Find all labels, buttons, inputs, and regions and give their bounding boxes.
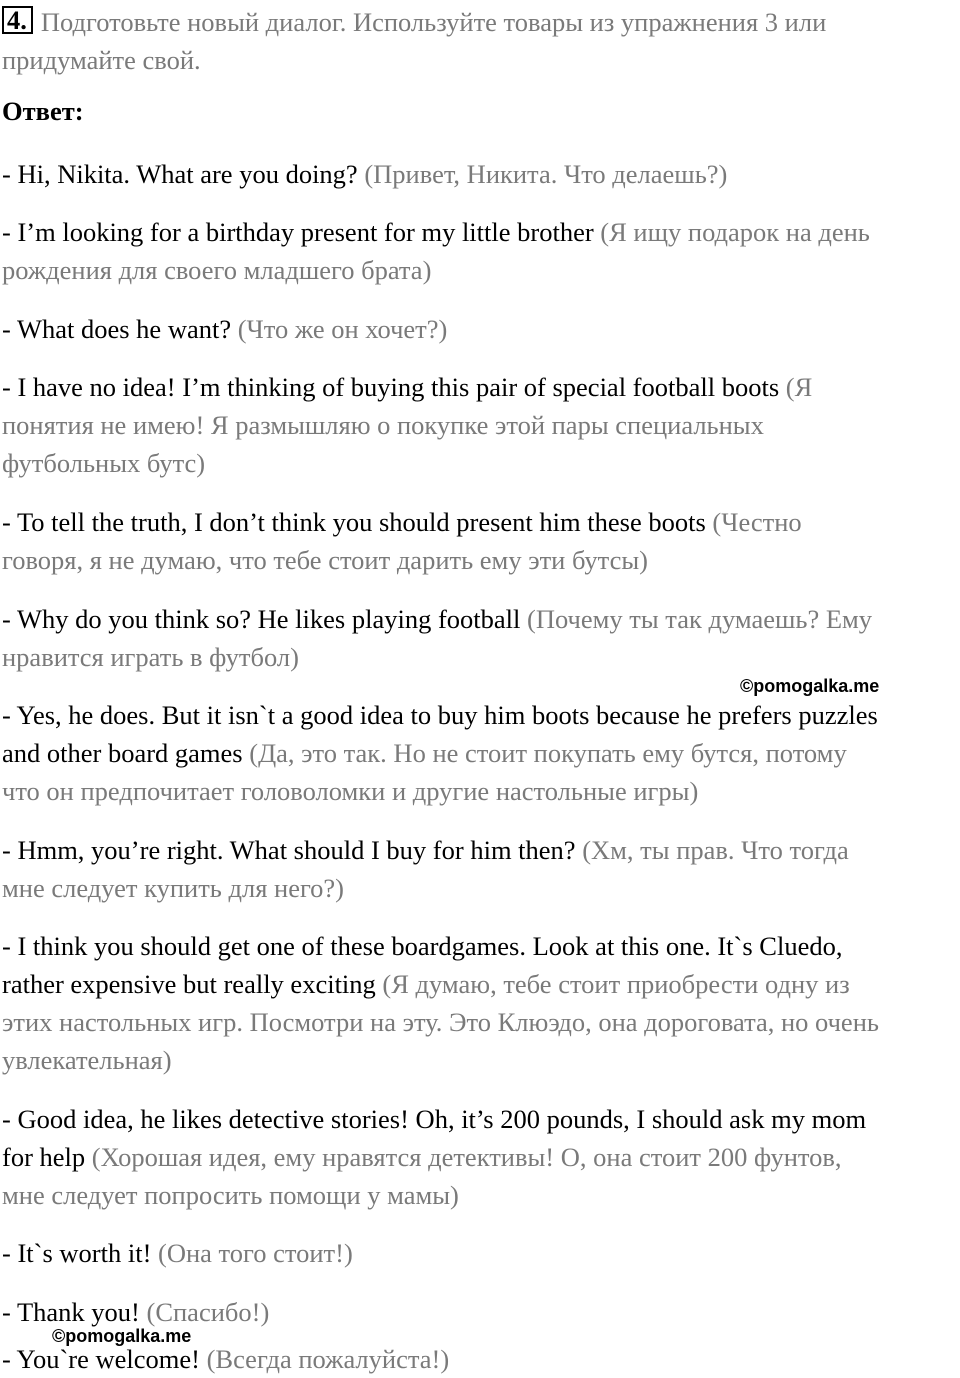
dialogue-line-7-cont-2 — [2, 772, 960, 810]
dialogue-english: - To tell the truth, I don’t think you should present him these boots — [2, 507, 706, 537]
dialogue-english: - What does he want? — [2, 314, 232, 344]
dialogue-english: - I have no idea! I’m thinking of buying this pair of special football boots — [2, 372, 780, 402]
dialogue-line-7 — [2, 696, 960, 734]
dialogue-line-4 — [2, 368, 960, 406]
dialogue-translation: (Я думаю, тебе стоит приобрести одну из — [375, 969, 850, 999]
dialogue-english: - I’m looking for a birthday present for my little brother — [2, 217, 594, 247]
dialogue-translation: рождения для своего младшего брата) — [2, 255, 432, 285]
dialogue-english: - Why do you think so? He likes playing football — [2, 604, 521, 634]
dialogue-english: for help — [2, 1142, 86, 1172]
dialogue-line-6 — [2, 600, 960, 638]
dialogue-line-4-cont-2 — [2, 444, 960, 482]
dialogue-english: - It`s worth it! — [2, 1238, 152, 1268]
dialogue-line-3 — [2, 310, 960, 348]
dialogue-line-6-cont — [2, 638, 960, 676]
dialogue-translation: (Хм, ты прав. Что тогда — [575, 835, 849, 865]
dialogue-line-2-cont — [2, 251, 960, 289]
dialogue-line-8 — [2, 831, 960, 869]
dialogue-translation: (Почему ты так думаешь? Ему — [520, 604, 873, 634]
dialogue-translation: (Я — [779, 372, 813, 402]
dialogue-line-10-cont — [2, 1138, 960, 1176]
dialogue-translation: понятия не имею! Я размышляю о покупке этой пары специальных — [2, 410, 764, 440]
dialogue-line-1 — [2, 155, 960, 193]
dialogue-translation: (Хорошая идея, ему нравятся детективы! О, она стоит 200 фунтов, — [85, 1142, 842, 1172]
dialogue-translation: что он предпочитает головоломки и другие настольные игры) — [2, 776, 699, 806]
dialogue-english: - Good idea, he likes detective stories! Oh, it’s 200 pounds, I should ask my mom — [2, 1104, 867, 1134]
task-text-line-1: Подготовьте новый диалог. Используйте товары из упражнения 3 или — [40, 7, 827, 37]
task-statement — [2, 3, 952, 79]
dialogue-line-10-cont-2 — [2, 1176, 960, 1214]
dialogue-translation: (Да, это так. Но не стоит покупать ему бутся, потому — [242, 738, 847, 768]
dialogue-line-13 — [2, 1340, 960, 1378]
dialogue-line-9-cont-3 — [2, 1041, 960, 1079]
dialogue-translation: увлекательная) — [2, 1045, 172, 1075]
dialogue-line-4-cont — [2, 406, 960, 444]
dialogue-translation: (Она того стоит!) — [151, 1238, 353, 1268]
dialogue-english: - You`re welcome! — [2, 1344, 200, 1374]
dialogue-line-2 — [2, 213, 960, 251]
dialogue-line-11 — [2, 1234, 960, 1272]
dialogue-english: - Hi, Nikita. What are you doing? — [2, 159, 358, 189]
dialogue-translation: мне следует купить для него?) — [2, 873, 345, 903]
dialogue-english: - Hmm, you’re right. What should I buy for him then? — [2, 835, 576, 865]
dialogue-translation: (Честно — [705, 507, 802, 537]
dialogue-english: rather expensive but really exciting — [2, 969, 376, 999]
answer-label: Ответ: — [2, 96, 84, 126]
dialogue-line-5 — [2, 503, 960, 541]
watermark: ©pomogalka.me — [740, 676, 880, 696]
dialogue-line-8-cont — [2, 869, 960, 907]
dialogue-line-9-cont-2 — [2, 1003, 960, 1041]
dialogue-english: and other board games — [2, 738, 243, 768]
dialogue-line-9 — [2, 927, 960, 965]
dialogue-translation: мне следует попросить помощи у мамы) — [2, 1180, 459, 1210]
dialogue-translation: (Я ищу подарок на день — [593, 217, 870, 247]
dialogue-line-5-cont — [2, 541, 960, 579]
dialogue-translation: нравится играть в футбол) — [2, 642, 299, 672]
dialogue-english: - Yes, he does. But it isn`t a good idea to buy him boots because he prefers puzzles — [2, 700, 878, 730]
dialogue-translation: (Спасибо!) — [139, 1297, 270, 1327]
dialogue-translation: этих настольных игр. Посмотри на эту. Это Клюэдо, она дороговата, но очень — [2, 1007, 879, 1037]
task-number-badge: 4. — [2, 6, 33, 34]
dialogue-line-9-cont — [2, 965, 960, 1003]
dialogue-english: - Thank you! — [2, 1297, 140, 1327]
dialogue-translation: (Всегда пожалуйста!) — [199, 1344, 450, 1374]
dialogue-line-10 — [2, 1100, 960, 1138]
dialogue-translation: (Что же он хочет?) — [231, 314, 448, 344]
watermark: ©pomogalka.me — [52, 1326, 192, 1346]
dialogue-english: - I think you should get one of these boardgames. Look at this one. It`s Cluedo, — [2, 931, 843, 961]
dialogue-translation: говоря, я не думаю, что тебе стоит дарить ему эти бутсы) — [2, 545, 648, 575]
dialogue-translation: футбольных бутс) — [2, 448, 206, 478]
dialogue-translation: (Привет, Никита. Что делаешь?) — [357, 159, 728, 189]
dialogue-line-7-cont — [2, 734, 960, 772]
task-text-line-2: придумайте свой. — [2, 45, 201, 75]
